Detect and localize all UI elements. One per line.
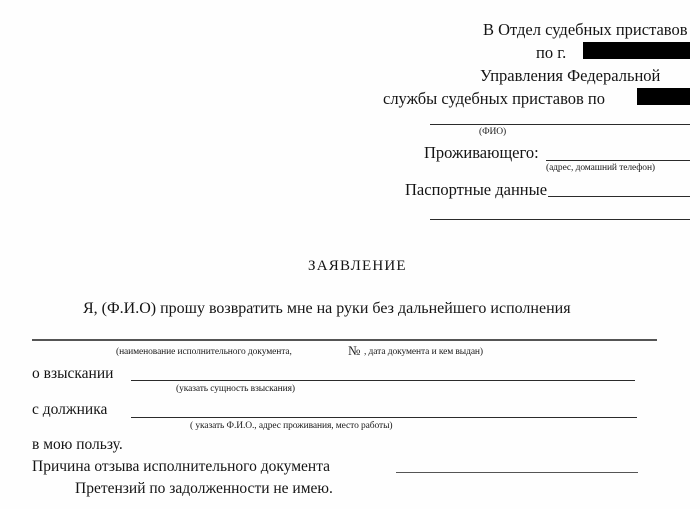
- address-caption: (адрес, домашний телефон): [546, 163, 655, 173]
- addressee-line-4: службы судебных приставов по: [383, 89, 605, 108]
- debtor-label: с должника: [32, 401, 108, 418]
- residing-blank-line[interactable]: [546, 160, 690, 161]
- executive-document-blank-line[interactable]: [32, 339, 657, 341]
- page-title: ЗАЯВЛЕНИЕ: [308, 258, 407, 274]
- redaction-bar-city: [583, 42, 690, 59]
- fio-blank-line[interactable]: [430, 124, 690, 125]
- recovery-blank-line[interactable]: [131, 380, 635, 381]
- executive-document-caption-part1: (наименование исполнительного документа,: [116, 347, 292, 357]
- reason-blank-line[interactable]: [396, 472, 638, 473]
- number-sign-icon: №: [348, 343, 361, 358]
- request-line: Я, (Ф.И.О) прошу возвратить мне на руки без дальнейшего исполнения: [83, 300, 571, 317]
- passport-blank-line-2[interactable]: [430, 219, 690, 220]
- residing-label: Проживающего:: [424, 143, 539, 162]
- reason-label: Причина отзыва исполнительного документа: [32, 458, 331, 475]
- debtor-blank-line[interactable]: [131, 417, 637, 418]
- redaction-bar-region: [637, 88, 690, 105]
- recovery-caption: (указать сущность взыскания): [176, 384, 295, 394]
- debtor-caption: ( указать Ф.И.О., адрес проживания, место работы): [190, 421, 393, 431]
- passport-blank-line[interactable]: [548, 196, 690, 197]
- addressee-line-3: Управления Федеральной: [480, 66, 661, 85]
- executive-document-caption-part2: , дата документа и кем выдан): [364, 347, 483, 357]
- fio-caption: (ФИО): [479, 127, 507, 137]
- passport-label: Паспортные данные: [405, 180, 548, 199]
- addressee-line-2: по г.: [536, 43, 567, 62]
- no-claims-line: Претензий по задолженности не имею.: [75, 480, 333, 497]
- addressee-line-1: В Отдел судебных приставов: [483, 20, 688, 39]
- recovery-label: о взыскании: [32, 365, 114, 382]
- in-my-favor-line: в мою пользу.: [32, 436, 123, 453]
